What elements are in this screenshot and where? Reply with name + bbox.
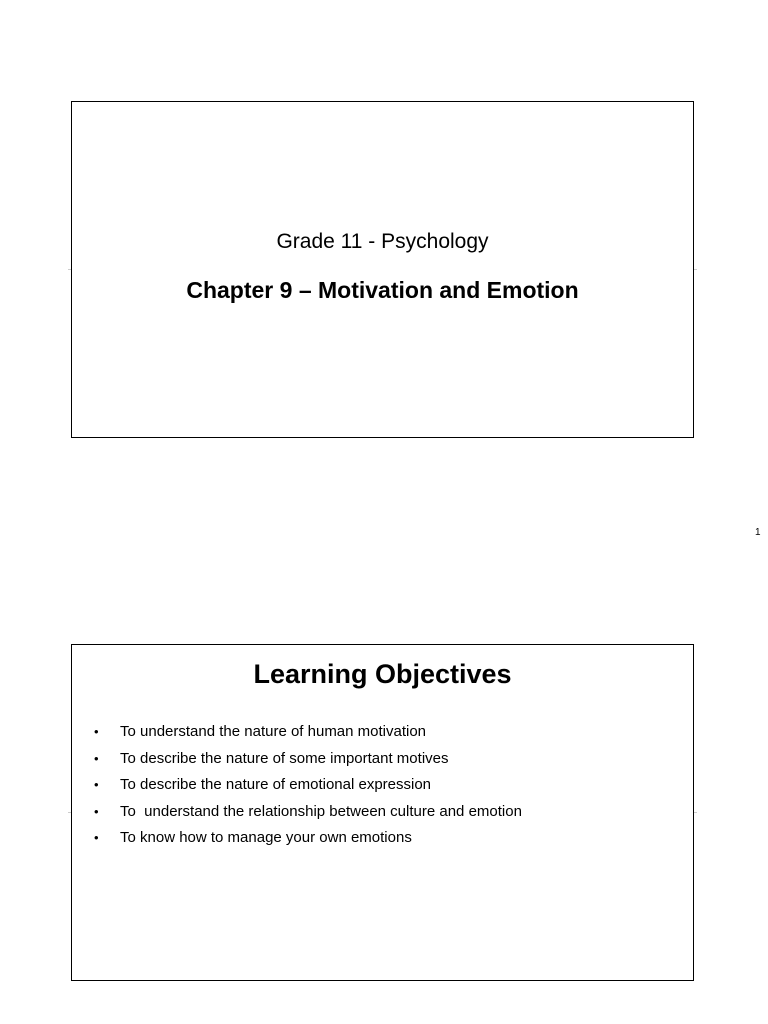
edge-tick-mark [694, 812, 697, 813]
slide-subtitle: Grade 11 - Psychology [276, 230, 489, 253]
objective-text: To understand the nature of human motivation [120, 723, 427, 740]
bullet-icon: • [94, 803, 99, 819]
list-item [94, 799, 522, 826]
objective-text: To describe the nature of emotional expression [120, 776, 432, 793]
page-number: 1 [755, 527, 761, 538]
bullet-icon: • [94, 724, 99, 739]
objective-text: To understand the relationship between culture and emotion [120, 802, 522, 820]
bullet-icon: • [94, 777, 99, 792]
objective-text: To know how to manage your own emotions [120, 829, 412, 846]
bullet-icon: • [94, 750, 99, 766]
title-slide [71, 101, 694, 438]
edge-tick-mark [68, 812, 71, 813]
list-item [94, 772, 522, 799]
slide-title: Chapter 9 – Motivation and Emotion [186, 277, 579, 303]
objective-text: To describe the nature of some important motives [120, 749, 449, 767]
list-item [94, 746, 522, 773]
list-item [94, 719, 522, 746]
objectives-slide [71, 644, 694, 981]
list-item [94, 825, 522, 852]
bullet-icon: • [94, 830, 99, 845]
edge-tick-mark [694, 269, 697, 270]
edge-tick-mark [68, 269, 71, 270]
objectives-list [94, 719, 522, 852]
slide-heading: Learning Objectives [253, 659, 512, 689]
